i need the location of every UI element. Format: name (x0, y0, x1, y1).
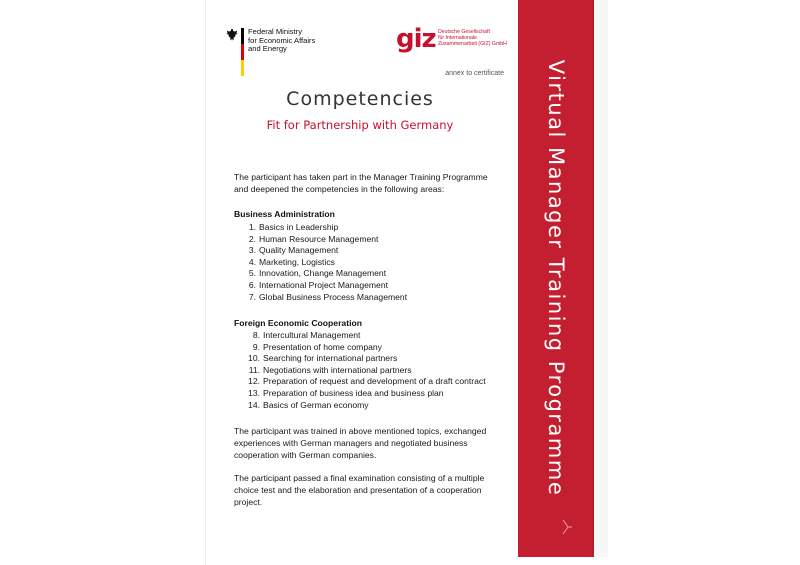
closing-paragraph-training: The participant was trained in above mentioned topics, exchanged experiences with German managers and negotiated business cooperation with German companies. (234, 426, 487, 460)
list-item: 3. Quality Management (248, 245, 339, 256)
page-margin-right (594, 0, 608, 557)
foreign-economic-cooperation-list (246, 330, 486, 411)
list-item: 10. Searching for international partners (248, 353, 398, 364)
list-item: 2. Human Resource Management (248, 233, 379, 244)
list-item: 11. Negotiations with international partners (248, 364, 412, 375)
giz-name: Deutsche Gesellschaft für Internationale Zusammenarbeit (GIZ) GmbH (438, 29, 507, 48)
list-item: 6. International Project Management (248, 279, 388, 290)
list-item: 5. Innovation, Change Management (248, 268, 387, 279)
list-item: 9. Presentation of home company (252, 341, 382, 352)
list-item: 14. Basics of German economy (248, 399, 369, 410)
list-item: 4. Marketing, Logistics (248, 256, 335, 267)
page-title: Competencies (286, 88, 434, 110)
list-item: 7. Global Business Process Management (248, 291, 408, 302)
german-flag-stripes (241, 28, 244, 76)
list-item: 13. Preparation of business idea and business plan (248, 387, 444, 398)
program-banner-title: Virtual Manager Training Programme (544, 59, 568, 497)
ministry-name: Federal Ministry for Economic Affairs and Energy (248, 27, 316, 54)
closing-paragraph-examination: The participant passed a final examination consisting of a multiple choice test and the elaboration and presentation of a cooperation project. (234, 473, 485, 507)
section-heading-foreign-economic-cooperation: Foreign Economic Cooperation (234, 318, 362, 328)
list-item: 8. Intercultural Management (252, 330, 361, 340)
business-administration-list (246, 222, 407, 303)
giz-wordmark: giz (396, 24, 436, 54)
list-item: 12. Preparation of request and development of a draft contract (248, 376, 486, 387)
signature-mark (560, 518, 574, 536)
list-item: 1. Basics in Leadership (248, 222, 339, 232)
page-edge (205, 0, 206, 565)
federal-eagle-icon (226, 28, 238, 42)
page-subtitle: Fit for Partnership with Germany (266, 118, 454, 132)
section-heading-business-administration: Business Administration (234, 209, 335, 219)
annex-label: annex to certificate (445, 70, 504, 77)
intro-paragraph: The participant has taken part in the Manager Training Programme and deepened the competencies in the following areas: (234, 172, 488, 194)
